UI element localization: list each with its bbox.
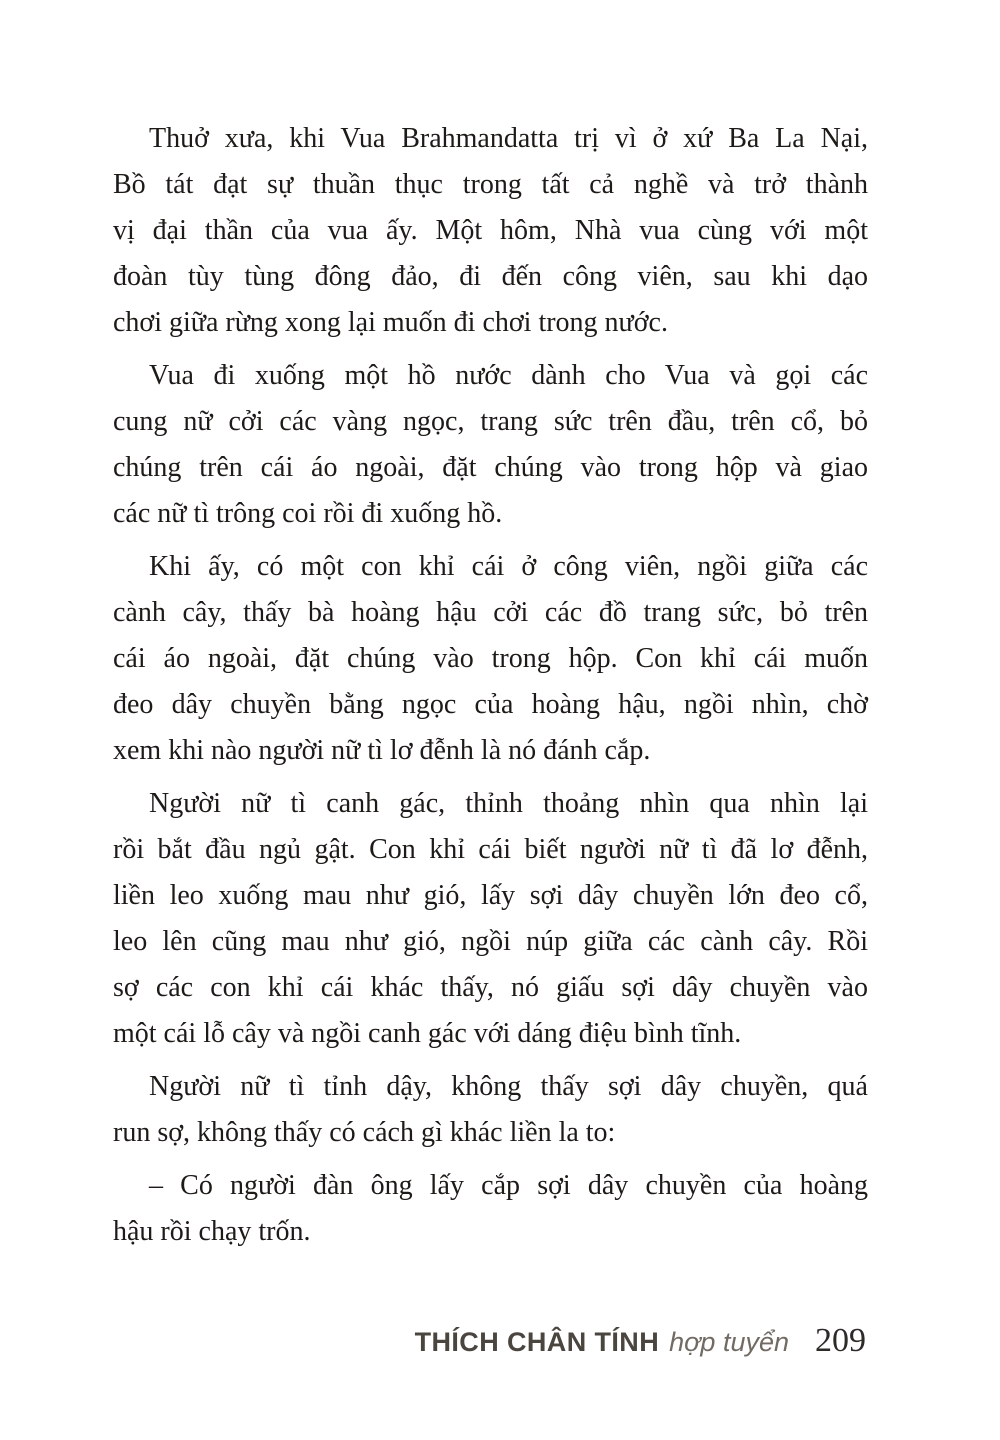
paragraph [113,781,868,1057]
text-line: chơi giữa rừng xong lại muốn đi chơi trong nước. [113,307,668,338]
text-line: hậu rồi chạy trốn. [113,1216,311,1247]
paragraph [113,116,868,346]
text-line: liền leo xuống mau như gió, lấy sợi dây chuyền lớn đeo cổ, [113,880,868,911]
text-line: Bồ tát đạt sự thuần thục trong tất cả nghề và trở thành [113,169,868,200]
text-line: rồi bắt đầu ngủ gật. Con khỉ cái biết người nữ tì đã lơ đễnh, [113,834,868,865]
text-line: đoàn tùy tùng đông đảo, đi đến công viên, sau khi dạo [113,261,868,292]
text-line: cái áo ngoài, đặt chúng vào trong hộp. Con khỉ cái muốn [113,643,868,674]
text-line: xem khi nào người nữ tì lơ đễnh là nó đánh cắp. [113,735,651,766]
text-line: Người nữ tì tỉnh dậy, không thấy sợi dây chuyền, quá [149,1071,868,1102]
paragraph [113,353,868,537]
text-line: Thuở xưa, khi Vua Brahmandatta trị vì ở xứ Ba La Nại, [149,123,868,154]
text-line: vị đại thần của vua ấy. Một hôm, Nhà vua cùng với một [113,215,868,246]
text-line: Khi ấy, có một con khỉ cái ở công viên, ngồi giữa các [149,551,868,582]
text-line: leo lên cũng mau như gió, ngồi núp giữa các cành cây. Rồi [113,926,868,957]
text-line: cành cây, thấy bà hoàng hậu cởi các đồ trang sức, bỏ trên [113,597,868,628]
text-block [113,116,868,1255]
page-number: 209 [815,1322,866,1359]
text-line: một cái lỗ cây và ngồi canh gác với dáng điệu bình tĩnh. [113,1018,742,1049]
text-line: – Có người đàn ông lấy cắp sợi dây chuyền của hoàng [149,1170,868,1201]
paragraph [113,544,868,774]
text-line: đeo dây chuyền bằng ngọc của hoàng hậu, ngồi nhìn, chờ [113,689,868,720]
text-line: Người nữ tì canh gác, thỉnh thoảng nhìn qua nhìn lại [149,788,868,819]
text-line: run sợ, không thấy có cách gì khác liền la to: [113,1117,616,1148]
author-name: THÍCH CHÂN TÍNH [414,1327,660,1357]
text-line: Vua đi xuống một hồ nước dành cho Vua và gọi các [149,360,868,391]
series-label: hợp tuyển [669,1327,789,1357]
footer [0,1322,866,1360]
text-line: cung nữ cởi các vàng ngọc, trang sức trên đầu, trên cổ, bỏ [113,406,868,437]
paragraph [113,1064,868,1156]
text-line: sợ các con khỉ cái khác thấy, nó giấu sợi dây chuyền vào [113,972,868,1003]
text-line: các nữ tì trông coi rồi đi xuống hồ. [113,498,503,529]
text-line: chúng trên cái áo ngoài, đặt chúng vào trong hộp và giao [113,452,868,483]
paragraph [113,1163,868,1255]
